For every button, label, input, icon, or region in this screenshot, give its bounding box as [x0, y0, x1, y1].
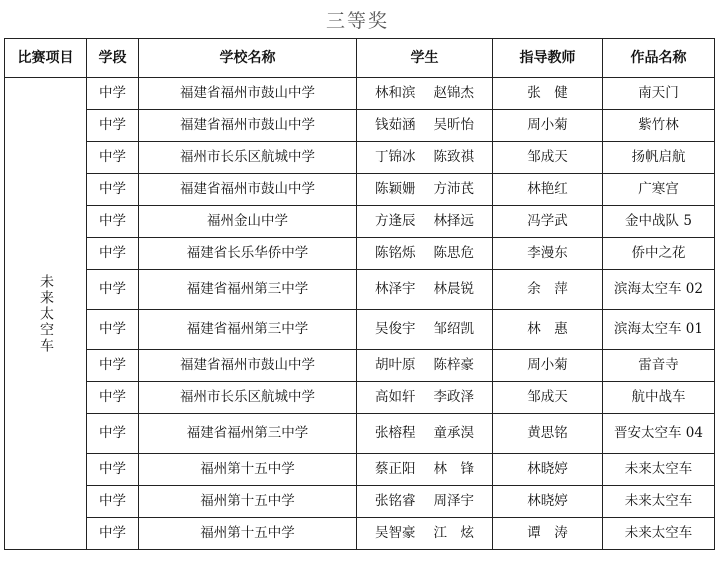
teacher-cell: 周小菊: [493, 350, 603, 382]
students-cell: [357, 486, 493, 518]
teacher-cell: 黄思铭: [493, 414, 603, 454]
table-row: [5, 142, 715, 174]
student-name: 丁锦冰: [375, 149, 416, 165]
students-cell: [357, 414, 493, 454]
student-name: 陈铭烁: [375, 245, 416, 261]
table-row: [5, 350, 715, 382]
students-cell: [357, 270, 493, 310]
student-name: 林晨锐: [433, 281, 474, 297]
school-cell: 福建省福州市鼓山中学: [139, 110, 357, 142]
level-cell: 中学: [87, 174, 139, 206]
students-cell: [357, 518, 493, 550]
student-name: 陈致祺: [433, 149, 474, 165]
teacher-cell: 林艳红: [493, 174, 603, 206]
work-cell: 未来太空车: [603, 518, 715, 550]
work-cell: 紫竹林: [603, 110, 715, 142]
student-name: 方逢辰: [375, 213, 416, 229]
table-row: [5, 310, 715, 350]
school-cell: 福州第十五中学: [139, 454, 357, 486]
level-cell: 中学: [87, 78, 139, 110]
table-row: [5, 486, 715, 518]
teacher-cell: 余 萍: [493, 270, 603, 310]
header-teacher: 指导教师: [493, 39, 603, 78]
table-row: [5, 414, 715, 454]
header-row: [5, 39, 715, 78]
students-cell: [357, 174, 493, 206]
school-cell: 福建省福州市鼓山中学: [139, 174, 357, 206]
table-row: [5, 206, 715, 238]
students-cell: [357, 310, 493, 350]
work-cell: 雷音寺: [603, 350, 715, 382]
student-name: 张榕程: [375, 425, 416, 441]
table-row: [5, 382, 715, 414]
work-cell: 滨海太空车 01: [603, 310, 715, 350]
students-cell: [357, 110, 493, 142]
header-category: 比赛项目: [5, 39, 87, 78]
teacher-cell: 周小菊: [493, 110, 603, 142]
work-cell: 滨海太空车 02: [603, 270, 715, 310]
teacher-cell: 林 惠: [493, 310, 603, 350]
teacher-cell: 林晓婷: [493, 454, 603, 486]
header-work: 作品名称: [603, 39, 715, 78]
students-cell: [357, 454, 493, 486]
student-name: 童承淏: [433, 425, 474, 441]
students-cell: [357, 350, 493, 382]
student-name: 周泽宇: [433, 493, 474, 509]
student-name: 吴昕怡: [433, 117, 474, 133]
school-cell: 福州第十五中学: [139, 518, 357, 550]
level-cell: 中学: [87, 310, 139, 350]
work-cell: 南天门: [603, 78, 715, 110]
category-cell: [5, 78, 87, 550]
teacher-cell: 冯学武: [493, 206, 603, 238]
student-name: 林和滨: [375, 85, 416, 101]
school-cell: 福州金山中学: [139, 206, 357, 238]
level-cell: 中学: [87, 414, 139, 454]
table-row: [5, 174, 715, 206]
school-cell: 福建省福州市鼓山中学: [139, 350, 357, 382]
school-cell: 福建省福州第三中学: [139, 270, 357, 310]
header-level: 学段: [87, 39, 139, 78]
teacher-cell: 张 健: [493, 78, 603, 110]
student-name: 林泽宇: [375, 281, 416, 297]
level-cell: 中学: [87, 454, 139, 486]
page-title: 三等奖: [325, 10, 389, 32]
student-name: 钱茹涵: [375, 117, 416, 133]
level-cell: 中学: [87, 486, 139, 518]
level-cell: 中学: [87, 110, 139, 142]
teacher-cell: 谭 涛: [493, 518, 603, 550]
level-cell: 中学: [87, 270, 139, 310]
students-cell: [357, 238, 493, 270]
student-name: 赵锦杰: [433, 85, 474, 101]
table-row: [5, 110, 715, 142]
level-cell: 中学: [87, 350, 139, 382]
header-students: 学生: [357, 39, 493, 78]
student-name: 邹绍凯: [433, 321, 474, 337]
table-row: [5, 454, 715, 486]
student-name: 陈颖姗: [375, 181, 416, 197]
student-name: 吴智豪: [375, 525, 416, 541]
student-name: 林择远: [433, 213, 474, 229]
school-cell: 福州市长乐区航城中学: [139, 142, 357, 174]
table-body: [5, 78, 715, 550]
school-cell: 福建省福州第三中学: [139, 414, 357, 454]
table-row: [5, 238, 715, 270]
teacher-cell: 邹成天: [493, 142, 603, 174]
teacher-cell: 邹成天: [493, 382, 603, 414]
student-name: 张铭睿: [375, 493, 416, 509]
teacher-cell: 李漫东: [493, 238, 603, 270]
work-cell: 未来太空车: [603, 486, 715, 518]
work-cell: 航中战车: [603, 382, 715, 414]
student-name: 林 锋: [433, 461, 474, 477]
teacher-cell: 林晓婷: [493, 486, 603, 518]
student-name: 胡叶原: [375, 357, 416, 373]
student-name: 陈梓豪: [433, 357, 474, 373]
table-row: [5, 78, 715, 110]
level-cell: 中学: [87, 206, 139, 238]
student-name: 陈思危: [433, 245, 474, 261]
students-cell: [357, 382, 493, 414]
students-cell: [357, 142, 493, 174]
level-cell: 中学: [87, 238, 139, 270]
work-cell: 侨中之花: [603, 238, 715, 270]
work-cell: 金中战队 5: [603, 206, 715, 238]
work-cell: 扬帆启航: [603, 142, 715, 174]
work-cell: 未来太空车: [603, 454, 715, 486]
level-cell: 中学: [87, 142, 139, 174]
school-cell: 福建省福州第三中学: [139, 310, 357, 350]
student-name: 吴俊宇: [375, 321, 416, 337]
student-name: 高如轩: [375, 389, 416, 405]
table-row: [5, 518, 715, 550]
work-cell: 广寒宫: [603, 174, 715, 206]
header-school: 学校名称: [139, 39, 357, 78]
students-cell: [357, 78, 493, 110]
school-cell: 福建省福州市鼓山中学: [139, 78, 357, 110]
category-label: 未来太空车: [38, 273, 54, 354]
school-cell: 福州市长乐区航城中学: [139, 382, 357, 414]
student-name: 江 炫: [433, 525, 474, 541]
table-row: [5, 270, 715, 310]
student-name: 蔡正阳: [375, 461, 416, 477]
student-name: 方沛芪: [433, 181, 474, 197]
level-cell: 中学: [87, 382, 139, 414]
award-table: [4, 38, 715, 550]
student-name: 李政泽: [433, 389, 474, 405]
school-cell: 福建省长乐华侨中学: [139, 238, 357, 270]
level-cell: 中学: [87, 518, 139, 550]
students-cell: [357, 206, 493, 238]
work-cell: 晋安太空车 04: [603, 414, 715, 454]
school-cell: 福州第十五中学: [139, 486, 357, 518]
